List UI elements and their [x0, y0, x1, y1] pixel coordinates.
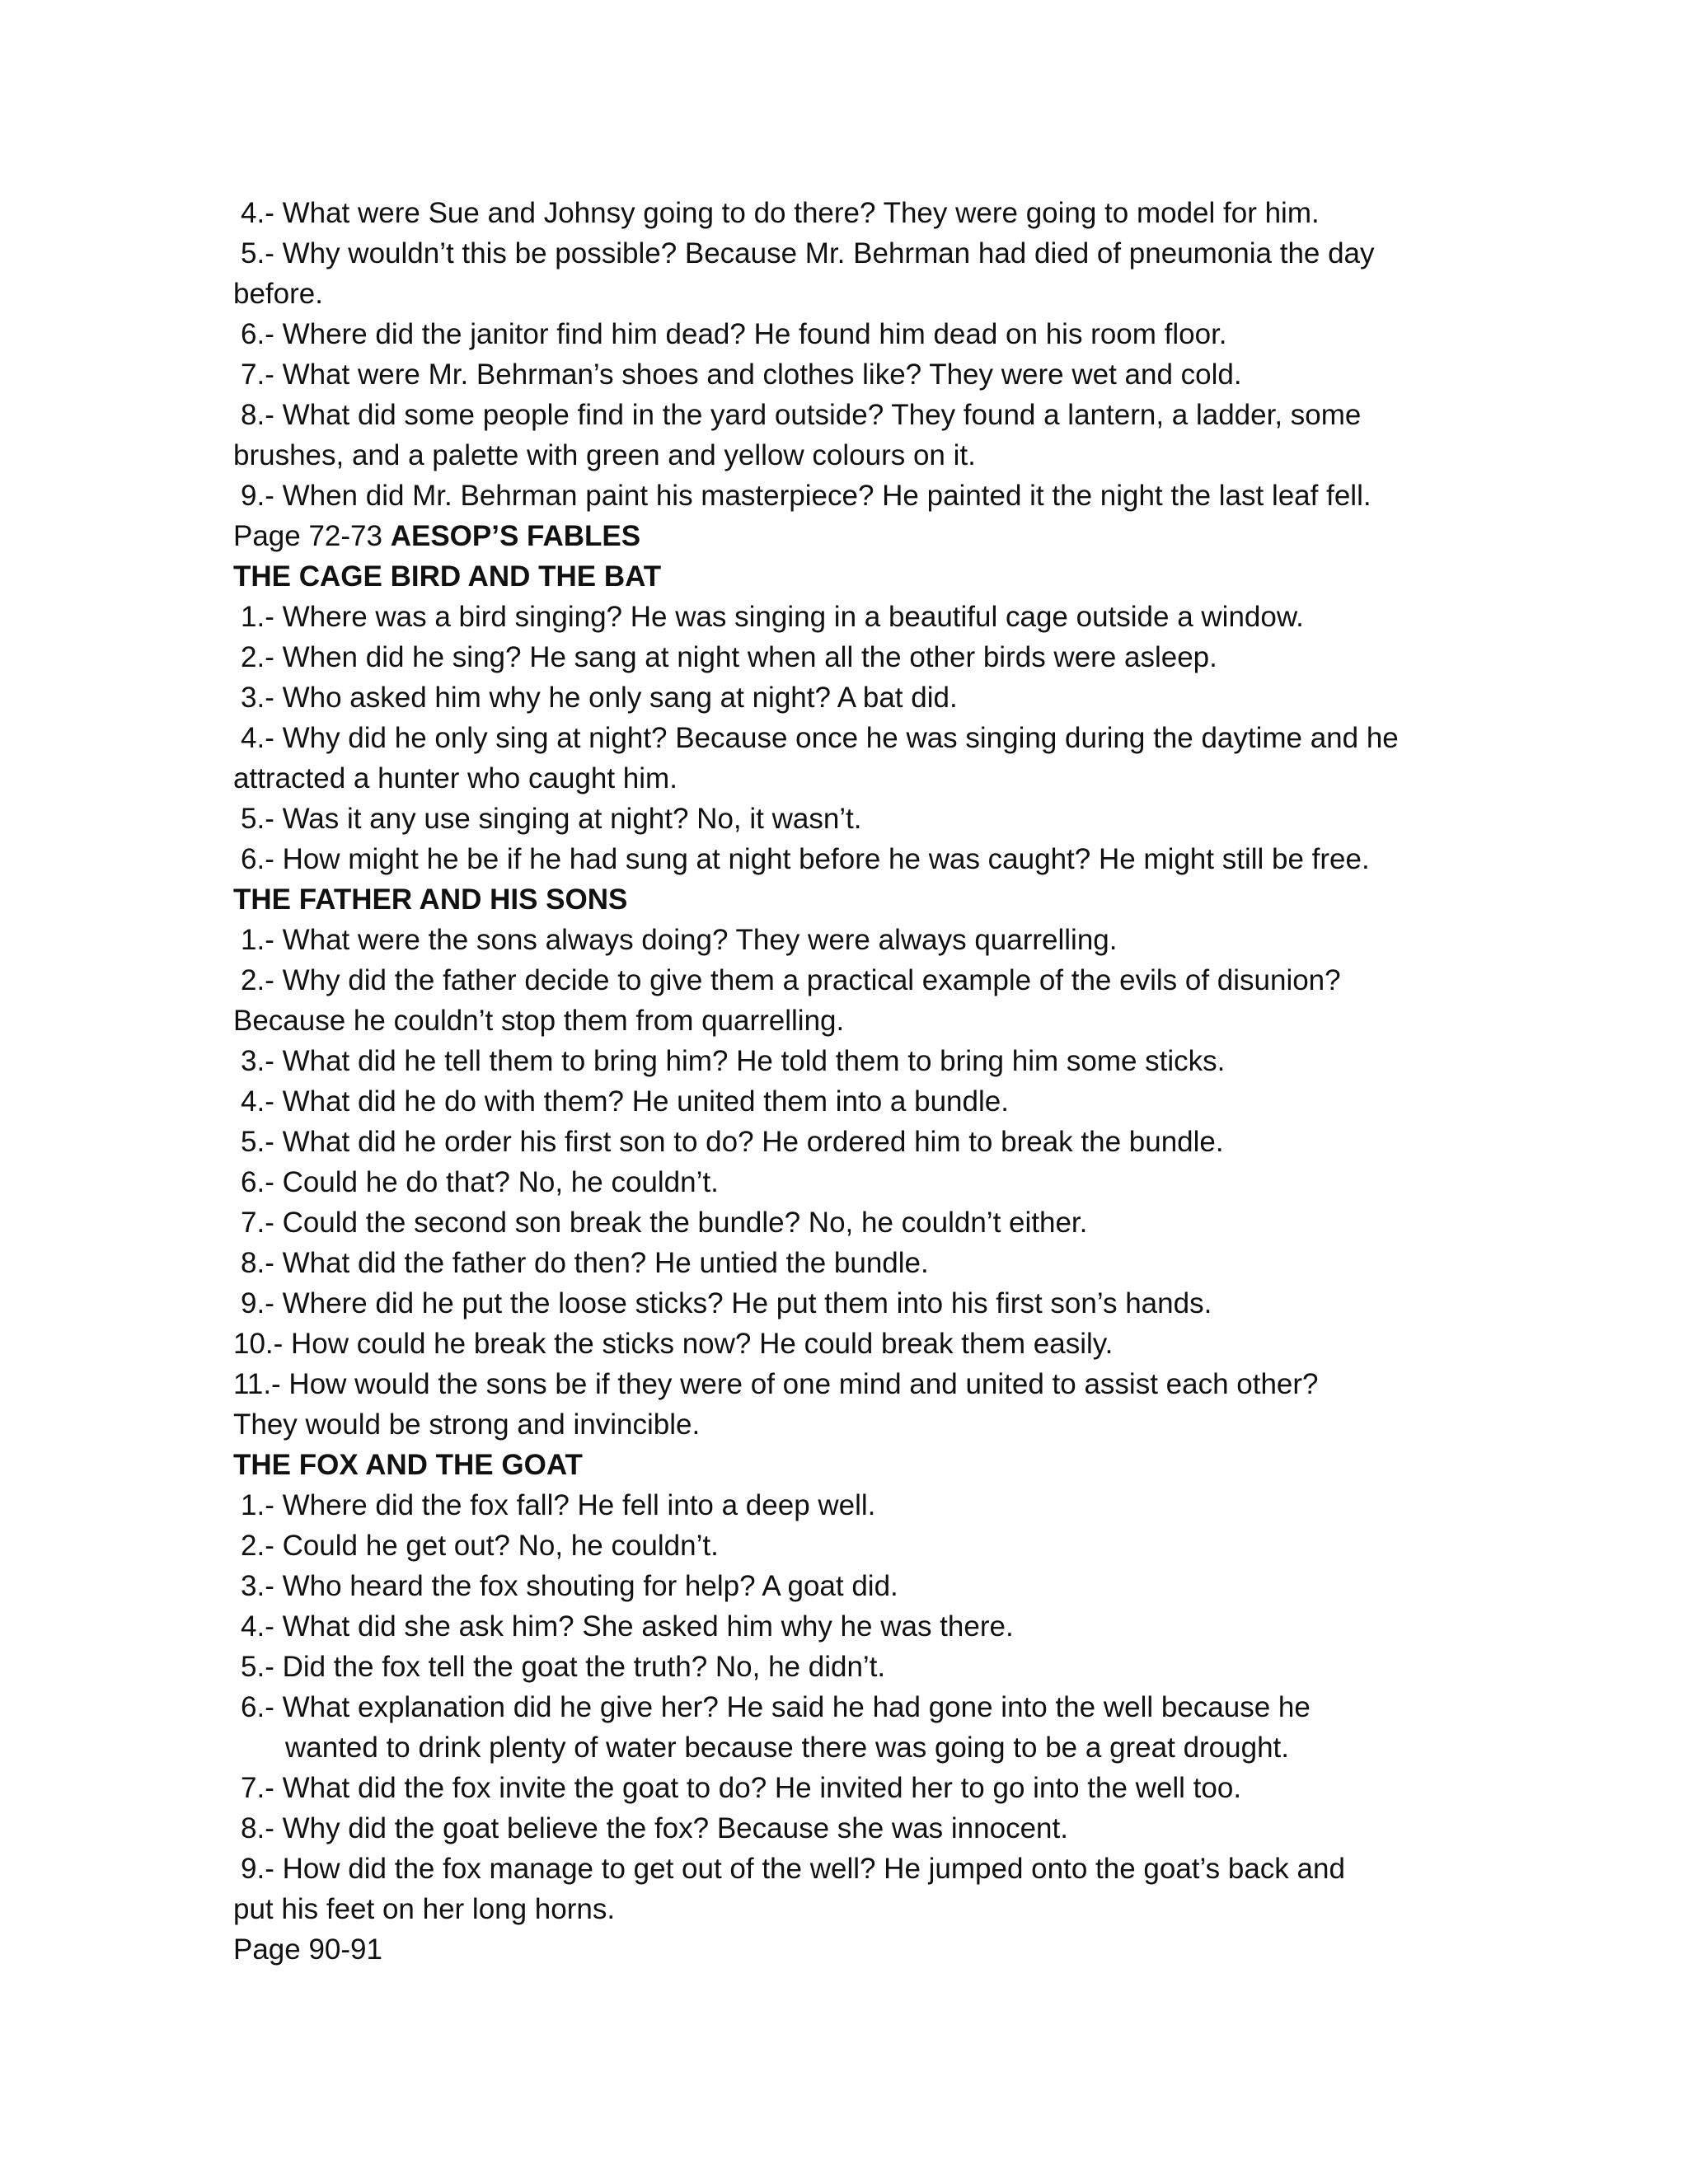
answer-line: 11.- How would the sons be if they were of one mind and united to assist each other? — [233, 1368, 1319, 1400]
answer-line: 8.- What did some people find in the yard outside? They found a lantern, a ladder, some — [241, 399, 1362, 431]
answer-line: 4.- What were Sue and Johnsy going to do there? They were going to model for him. — [241, 197, 1320, 229]
answer-line: 7.- Could the second son break the bundle? No, he couldn’t either. — [241, 1207, 1088, 1239]
answer-line: 1.- Where did the fox fall? He fell into a deep well. — [241, 1489, 876, 1521]
fable-heading: THE FATHER AND HIS SONS — [233, 883, 628, 916]
fable-heading: THE FOX AND THE GOAT — [233, 1449, 583, 1481]
answer-continuation: Because he couldn’t stop them from quarrelling. — [233, 1005, 845, 1037]
fable-heading: THE CAGE BIRD AND THE BAT — [233, 560, 662, 593]
page-number: Page 72-73 — [233, 520, 391, 552]
answer-continuation: brushes, and a palette with green and yellow colours on it. — [233, 439, 976, 471]
answer-line: 8.- What did the father do then? He untied the bundle. — [241, 1247, 929, 1279]
answer-line: 4.- What did she ask him? She asked him why he was there. — [241, 1610, 1014, 1643]
answer-line: 5.- Did the fox tell the goat the truth? No, he didn’t. — [241, 1651, 886, 1683]
answer-line: 4.- Why did he only sing at night? Because once he was singing during the daytime and he — [241, 722, 1399, 754]
answer-line: 5.- Why wouldn’t this be possible? Because Mr. Behrman had died of pneumonia the day — [241, 237, 1375, 269]
answer-line: 7.- What did the fox invite the goat to do? He invited her to go into the well too. — [241, 1772, 1242, 1804]
answer-line: 5.- What did he order his first son to do? He ordered him to break the bundle. — [241, 1126, 1224, 1158]
answer-line: 2.- When did he sing? He sang at night when all the other birds were asleep. — [241, 641, 1217, 673]
answer-line: 9.- When did Mr. Behrman paint his masterpiece? He painted it the night the last leaf fell. — [241, 480, 1372, 512]
answer-line: 8.- Why did the goat believe the fox? Because she was innocent. — [241, 1812, 1068, 1844]
answer-line: 2.- Why did the father decide to give them a practical example of the evils of disunion? — [241, 964, 1341, 996]
answer-line: 6.- What explanation did he give her? He said he had gone into the well because he — [241, 1691, 1311, 1723]
answer-line: 9.- Where did he put the loose sticks? He put them into his first son’s hands. — [241, 1287, 1212, 1319]
answer-continuation: wanted to drink plenty of water because there was going to be a great drought. — [285, 1732, 1289, 1764]
answer-line: 6.- How might he be if he had sung at night before he was caught? He might still be free. — [241, 843, 1370, 875]
answer-continuation: attracted a hunter who caught him. — [233, 762, 678, 794]
answer-line: 1.- Where was a bird singing? He was singing in a beautiful cage outside a window. — [241, 601, 1304, 633]
document-body — [233, 193, 1470, 1970]
answer-line: 4.- What did he do with them? He united them into a bundle. — [241, 1085, 1009, 1118]
answer-line: 5.- Was it any use singing at night? No, it wasn’t. — [241, 803, 862, 835]
answer-continuation: before. — [233, 278, 323, 310]
answer-line: 3.- Who asked him why he only sang at night? A bat did. — [241, 682, 958, 714]
section-title: AESOP’S FABLES — [390, 520, 641, 552]
answer-line: 3.- Who heard the fox shouting for help? A goat did. — [241, 1570, 898, 1602]
answer-line: 1.- What were the sons always doing? They were always quarrelling. — [241, 924, 1118, 956]
answer-continuation: They would be strong and invincible. — [233, 1408, 701, 1441]
answer-line: 7.- What were Mr. Behrman’s shoes and clothes like? They were wet and cold. — [241, 359, 1242, 391]
answer-line: 6.- Could he do that? No, he couldn’t. — [241, 1166, 719, 1198]
answer-line: 6.- Where did the janitor find him dead? He found him dead on his room floor. — [241, 318, 1227, 350]
answer-line: 3.- What did he tell them to bring him? He told them to bring him some sticks. — [241, 1045, 1226, 1077]
answer-continuation: put his feet on her long horns. — [233, 1893, 616, 1925]
answer-line: 10.- How could he break the sticks now? He could break them easily. — [233, 1328, 1114, 1360]
answer-line: 9.- How did the fox manage to get out of the well? He jumped onto the goat’s back and — [241, 1853, 1345, 1885]
page-reference: Page 90-91 — [233, 1933, 382, 1966]
page-reference — [233, 516, 1470, 556]
answer-line: 2.- Could he get out? No, he couldn’t. — [241, 1530, 719, 1562]
